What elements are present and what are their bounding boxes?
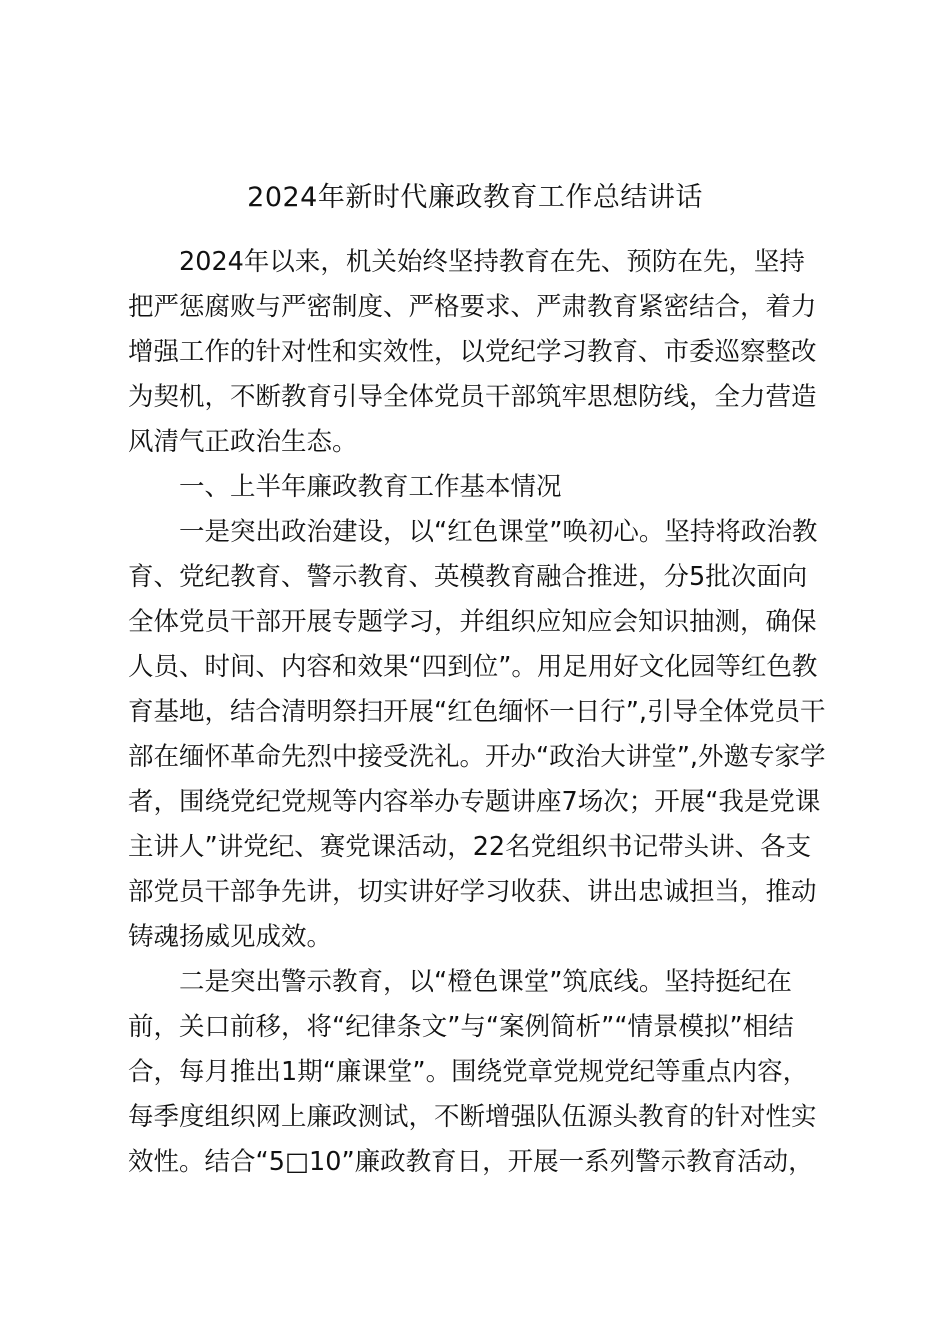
paragraph-political-building [128,510,828,960]
paragraph-intro [128,240,828,465]
text-line: 风清气正政治生态。 [128,427,358,457]
text-line: 效性。结合“5□10”廉政教育日，开展一系列警示教育活动， [128,1147,814,1177]
text-line: 为契机，不断教育引导全体党员干部筑牢思想防线，全力营造 [128,382,817,412]
text-line: 育基地，结合清明祭扫开展“红色缅怀一日行”,引导全体党员干 [128,697,826,727]
text-line: 增强工作的针对性和实效性，以党纪学习教育、市委巡察整改 [128,337,817,367]
text-line: 育、党纪教育、警示教育、英模教育融合推进，分5批次面向 [128,562,808,592]
text-line: 全体党员干部开展专题学习，并组织应知应会知识抽测，确保 [128,607,817,637]
text-line: 部在缅怀革命先烈中接受洗礼。开办“政治大讲堂”,外邀专家学 [128,742,826,772]
text-line: 把严惩腐败与严密制度、严格要求、严肃教育紧密结合，着力 [128,292,817,322]
text-line: 前，关口前移，将“纪律条文”与“案例简析”“情景模拟”相结 [128,1012,794,1042]
text-line: 二是突出警示教育，以“橙色课堂”筑底线。坚持挺纪在 [179,967,792,997]
text-line: 人员、时间、内容和效果“四到位”。用足用好文化园等红色教 [128,652,818,682]
text-line: 一是突出政治建设，以“红色课堂”唤初心。坚持将政治教 [179,517,818,547]
document-body [128,240,828,1185]
text-line: 者，围绕党纪党规等内容举办专题讲座7场次；开展“我是党课 [128,787,821,817]
text-line: 主讲人”讲党纪、赛党课活动，22名党组织书记带头讲、各支 [128,832,812,862]
document-title: 2024年新时代廉政教育工作总结讲话 [247,182,703,213]
section-heading [128,465,828,510]
text-line: 每季度组织网上廉政测试，不断增强队伍源头教育的针对性实 [128,1102,817,1132]
heading-line: 一、上半年廉政教育工作基本情况 [179,472,562,502]
paragraph-warning-education [128,960,828,1185]
text-line: 部党员干部争先讲，切实讲好学习收获、讲出忠诚担当，推动 [128,877,817,907]
text-line: 铸魂扬威见成效。 [128,922,333,952]
text-line: 合，每月推出1期“廉课堂”。围绕党章党规党纪等重点内容， [128,1057,809,1087]
text-line: 2024年以来，机关始终坚持教育在先、预防在先，坚持 [179,247,805,277]
